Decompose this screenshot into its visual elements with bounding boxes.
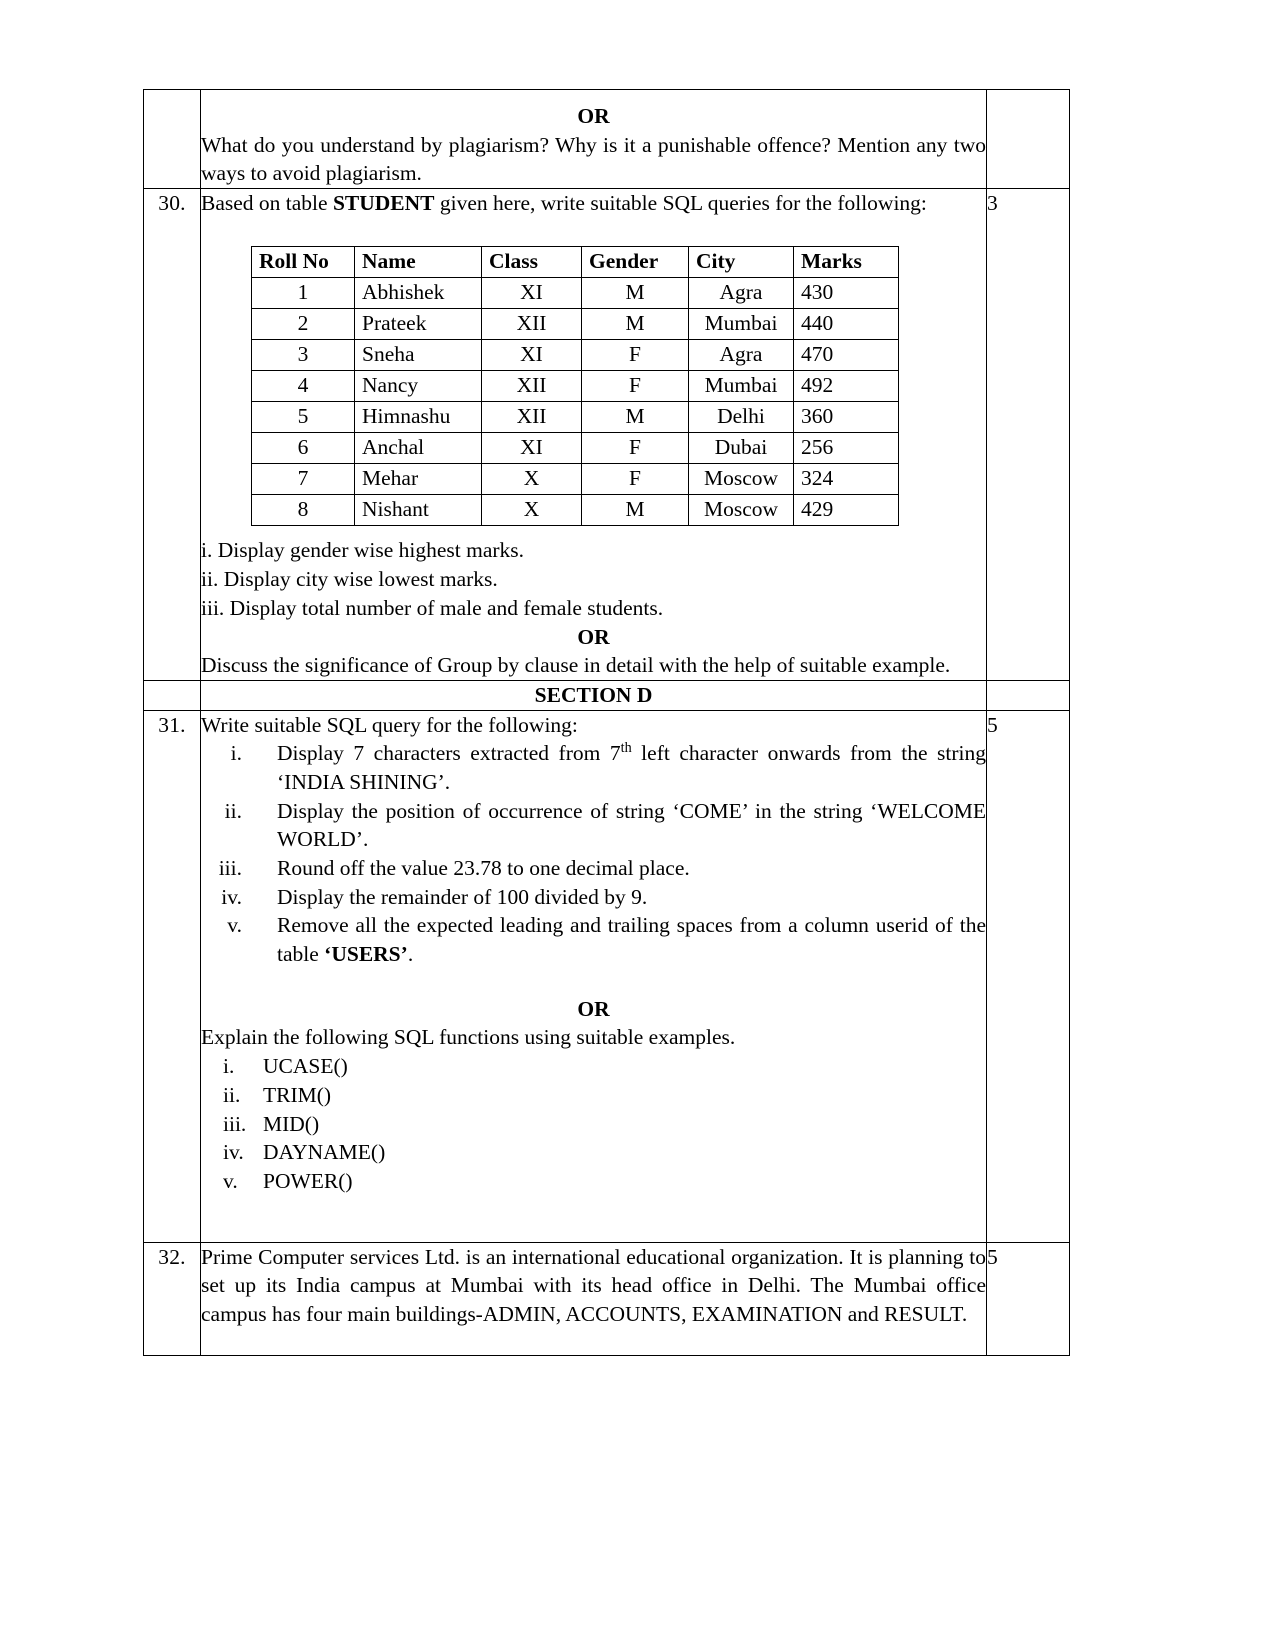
cell-roll-no: 6 xyxy=(252,433,355,464)
cell-gender: M xyxy=(582,495,689,526)
cell-gender: M xyxy=(582,277,689,308)
student-table-row xyxy=(252,371,899,402)
student-header-gender: Gender xyxy=(582,246,689,277)
student-header-marks: Marks xyxy=(794,246,899,277)
section-d-marks-cell xyxy=(987,680,1070,710)
marks-cell xyxy=(987,90,1070,189)
q31-intro: Write suitable SQL query for the following: xyxy=(201,712,578,737)
q31-sql-function-list xyxy=(201,1052,986,1195)
cell-class: XII xyxy=(482,371,582,402)
question-number-cell-32: 32. xyxy=(144,1242,201,1355)
question-paper-page xyxy=(143,89,1069,1356)
cell-city: Mumbai xyxy=(689,371,794,402)
student-header-roll-no: Roll No xyxy=(252,246,355,277)
cell-city: Mumbai xyxy=(689,308,794,339)
q31-function-numeral: i. xyxy=(223,1054,235,1079)
question-body-cell xyxy=(201,90,987,189)
cell-gender: F xyxy=(582,339,689,370)
q31-function-item xyxy=(201,1081,986,1110)
q30-intro xyxy=(201,189,986,218)
cell-marks: 360 xyxy=(794,402,899,433)
q30-or-text: Discuss the significance of Group by clause in detail with the help of suitable example. xyxy=(201,653,951,678)
cell-class: XII xyxy=(482,308,582,339)
cell-marks: 324 xyxy=(794,464,899,495)
q31-function-name: MID() xyxy=(263,1111,320,1136)
q31-item-superscript: th xyxy=(620,740,632,757)
q31-sql-query-list xyxy=(201,739,986,969)
q31-function-numeral: iii. xyxy=(223,1111,247,1136)
cell-name: Abhishek xyxy=(355,277,482,308)
q31-item-text-post: . xyxy=(407,942,414,967)
cell-class: XII xyxy=(482,402,582,433)
marks-cell-30: 3 xyxy=(987,189,1070,681)
q30-table-name: STUDENT xyxy=(332,191,435,216)
cell-roll-no: 7 xyxy=(252,464,355,495)
student-table-row xyxy=(252,277,899,308)
q32-bottom-spacer xyxy=(201,1329,986,1355)
q31-function-item xyxy=(201,1138,986,1167)
plagiarism-question-text: What do you understand by plagiarism? Why is it a punishable offence? Mention any two ways to avoid plagiarism. xyxy=(201,132,986,186)
q31-list-item xyxy=(201,911,986,968)
table-row-question-32 xyxy=(144,1242,1070,1355)
cell-city: Agra xyxy=(689,339,794,370)
q31-function-item xyxy=(201,1052,986,1081)
q31-or-label: OR xyxy=(577,996,610,1021)
cell-gender: M xyxy=(582,308,689,339)
marks-cell-31: 5 xyxy=(987,710,1070,1242)
student-table-header-row xyxy=(252,246,899,277)
cell-roll-no: 2 xyxy=(252,308,355,339)
table-row-question-31 xyxy=(144,710,1070,1242)
cell-roll-no: 4 xyxy=(252,371,355,402)
q31-item-text-post: left character onwards from the string ‘INDIA SHINING’. xyxy=(277,741,986,794)
cell-roll-no: 8 xyxy=(252,495,355,526)
q30-or-label: OR xyxy=(577,624,610,649)
cell-name: Sneha xyxy=(355,339,482,370)
q31-item-numeral: v. xyxy=(227,913,242,938)
cell-gender: M xyxy=(582,402,689,433)
question-number-cell-31: 31. xyxy=(144,710,201,1242)
q31-function-item xyxy=(201,1110,986,1139)
q31-function-name: UCASE() xyxy=(263,1054,348,1079)
top-spacer xyxy=(201,90,986,102)
q31-item-text xyxy=(277,911,986,968)
cell-marks: 429 xyxy=(794,495,899,526)
question-body-cell-30 xyxy=(201,189,987,681)
q31-item-table-name: ‘USERS’ xyxy=(324,942,408,967)
cell-roll-no: 5 xyxy=(252,402,355,433)
cell-class: X xyxy=(482,464,582,495)
q31-function-numeral: v. xyxy=(223,1168,238,1193)
question-number-cell-30: 30. xyxy=(144,189,201,681)
cell-city: Dubai xyxy=(689,433,794,464)
q31-function-name: DAYNAME() xyxy=(263,1140,386,1165)
cell-name: Himnashu xyxy=(355,402,482,433)
q31-item-text-pre: Display 7 characters extracted from 7 xyxy=(277,741,621,766)
q31-item-text: Round off the value 23.78 to one decimal place. xyxy=(277,856,690,881)
cell-marks: 470 xyxy=(794,339,899,370)
student-table-wrapper xyxy=(201,218,986,537)
section-d-number-cell xyxy=(144,680,201,710)
cell-city: Agra xyxy=(689,277,794,308)
table-row-section-d xyxy=(144,680,1070,710)
student-table-row xyxy=(252,464,899,495)
q31-list-item xyxy=(201,739,986,796)
student-header-class: Class xyxy=(482,246,582,277)
q30-sub-i: i. Display gender wise highest marks. xyxy=(201,538,525,563)
table-row-question-30 xyxy=(144,189,1070,681)
cell-class: XI xyxy=(482,339,582,370)
q31-function-name: POWER() xyxy=(263,1168,353,1193)
q30-intro-post: given here, write suitable SQL queries for the following: xyxy=(434,191,927,216)
cell-class: X xyxy=(482,495,582,526)
q31-item-numeral: iii. xyxy=(218,856,242,881)
q31-item-text: Display the position of occurrence of string ‘COME’ in the string ‘WELCOME WORLD’. xyxy=(277,798,986,852)
question-body-cell-32 xyxy=(201,1242,987,1355)
cell-marks: 430 xyxy=(794,277,899,308)
q31-list-item xyxy=(201,883,986,912)
cell-name: Nishant xyxy=(355,495,482,526)
section-d-label: SECTION D xyxy=(534,682,653,707)
cell-gender: F xyxy=(582,464,689,495)
cell-marks: 492 xyxy=(794,371,899,402)
q31-item-text xyxy=(277,739,986,796)
section-d-body-cell xyxy=(201,680,987,710)
table-row-or-plagiarism xyxy=(144,90,1070,189)
student-table-row xyxy=(252,402,899,433)
cell-gender: F xyxy=(582,371,689,402)
question-body-cell-31 xyxy=(201,710,987,1242)
student-table-row xyxy=(252,308,899,339)
student-table-row xyxy=(252,433,899,464)
cell-city: Moscow xyxy=(689,495,794,526)
cell-roll-no: 1 xyxy=(252,277,355,308)
question-number-cell xyxy=(144,90,201,189)
q31-list-item xyxy=(201,797,986,854)
q31-function-numeral: iv. xyxy=(223,1140,244,1165)
student-header-name: Name xyxy=(355,246,482,277)
q31-list-item xyxy=(201,854,986,883)
q30-sub-ii: ii. Display city wise lowest marks. xyxy=(201,567,498,592)
q31-function-name: TRIM() xyxy=(263,1082,332,1107)
student-table-row xyxy=(252,495,899,526)
q31-or-intro: Explain the following SQL functions using suitable examples. xyxy=(201,1025,736,1050)
q30-sub-iii: iii. Display total number of male and female students. xyxy=(201,595,664,620)
cell-class: XI xyxy=(482,277,582,308)
cell-marks: 440 xyxy=(794,308,899,339)
cell-roll-no: 3 xyxy=(252,339,355,370)
q31-function-item xyxy=(201,1167,986,1196)
q31-item-text-pre: Remove all the expected leading and trailing spaces from a column userid of the table xyxy=(277,913,986,967)
q31-item-text: Display the remainder of 100 divided by 9. xyxy=(277,884,648,909)
cell-city: Moscow xyxy=(689,464,794,495)
q31-function-numeral: ii. xyxy=(223,1082,241,1107)
q31-item-numeral: i. xyxy=(230,741,242,766)
cell-class: XI xyxy=(482,433,582,464)
q32-text: Prime Computer services Ltd. is an international educational organization. It is planning to set up its India campus at Mumbai with its head office in Delhi. The Mumbai office campus has four main buildings-ADMIN, ACCOUNTS, EXAMINATION and RESULT. xyxy=(201,1244,986,1326)
cell-marks: 256 xyxy=(794,433,899,464)
question-paper-table xyxy=(143,89,1070,1356)
cell-name: Prateek xyxy=(355,308,482,339)
cell-name: Mehar xyxy=(355,464,482,495)
student-table-row xyxy=(252,339,899,370)
student-header-city: City xyxy=(689,246,794,277)
or-label: OR xyxy=(577,104,610,128)
student-data-table xyxy=(251,246,899,527)
q31-item-numeral: iv. xyxy=(221,884,242,909)
cell-name: Nancy xyxy=(355,371,482,402)
cell-gender: F xyxy=(582,433,689,464)
cell-name: Anchal xyxy=(355,433,482,464)
q31-item-numeral: ii. xyxy=(224,798,242,823)
cell-city: Delhi xyxy=(689,402,794,433)
q31-bottom-spacer xyxy=(201,1196,986,1242)
q31-or-spacer xyxy=(201,969,986,995)
q30-intro-pre: Based on table xyxy=(201,191,333,216)
marks-cell-32: 5 xyxy=(987,1242,1070,1355)
